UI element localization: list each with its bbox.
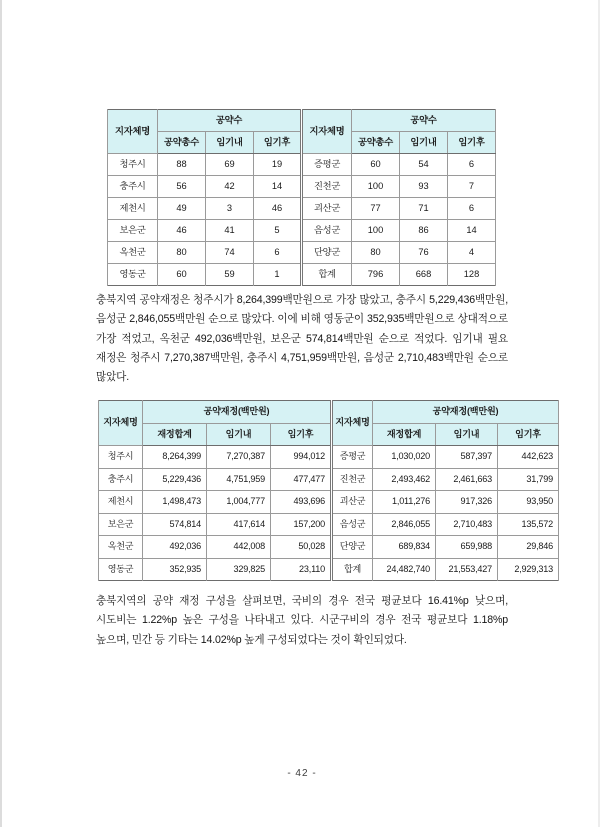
cell-value: 5 — [254, 220, 302, 242]
table-row — [99, 558, 559, 581]
row-entity-name: 충주시 — [99, 468, 143, 491]
cell-value: 100 — [352, 176, 400, 198]
row-entity-name: 제천시 — [99, 491, 143, 514]
cell-value: 46 — [254, 198, 302, 220]
cell-value: 31,799 — [498, 468, 559, 491]
page-number: - 42 - — [287, 768, 317, 779]
col-header-sum-2: 재정합계 — [373, 423, 436, 446]
col-header-group-left: 공약재정(백만원) — [143, 401, 332, 424]
row-entity-name: 청주시 — [108, 154, 158, 176]
table-row — [108, 154, 496, 176]
col-header-interm-2: 임기내 — [436, 423, 498, 446]
row-entity-name: 합계 — [332, 558, 373, 581]
cell-value: 6 — [448, 154, 496, 176]
cell-value: 71 — [400, 198, 448, 220]
cell-value: 19 — [254, 154, 302, 176]
cell-value: 59 — [206, 264, 254, 286]
cell-value: 54 — [400, 154, 448, 176]
cell-value: 587,397 — [436, 446, 498, 469]
row-entity-name: 보은군 — [108, 220, 158, 242]
table-header — [108, 110, 496, 154]
col-header-interm-2: 임기내 — [400, 132, 448, 154]
cell-value: 93 — [400, 176, 448, 198]
cell-value: 4 — [448, 242, 496, 264]
col-header-sum: 재정합계 — [143, 423, 207, 446]
row-entity-name: 괴산군 — [332, 491, 373, 514]
cell-value: 2,846,055 — [373, 513, 436, 536]
cell-value: 80 — [352, 242, 400, 264]
cell-value: 574,814 — [143, 513, 207, 536]
table-row — [99, 491, 559, 514]
cell-value: 86 — [400, 220, 448, 242]
col-header-entity-right: 지자체명 — [332, 401, 373, 446]
col-header-group-right: 공약재정(백만원) — [373, 401, 559, 424]
table-header-row-sub — [99, 423, 559, 446]
col-header-total: 공약총수 — [158, 132, 206, 154]
paragraph-composition-summary: 충북지역의 공약 재정 구성을 살펴보면, 국비의 경우 전국 평균보다 16.41%p 낮으며, 시도비는 1.22%p 높은 구성을 나타내고 있다. 시군구비의 경우 전국 평균보다 1.18%p 높으며, 민간 등 기타는 14.02%p 높게 구성되었다는 것이 확인되었다. — [96, 595, 508, 646]
table-header — [99, 401, 559, 446]
table-body — [99, 446, 559, 581]
row-entity-name: 청주시 — [99, 446, 143, 469]
cell-value: 477,477 — [271, 468, 332, 491]
cell-value: 21,553,427 — [436, 558, 498, 581]
table-row — [108, 220, 496, 242]
cell-value: 60 — [352, 154, 400, 176]
cell-value: 69 — [206, 154, 254, 176]
row-entity-name: 충주시 — [108, 176, 158, 198]
cell-value: 1,004,777 — [207, 491, 271, 514]
table-row — [99, 536, 559, 559]
row-entity-name: 음성군 — [302, 220, 352, 242]
col-header-entity-left: 지자체명 — [99, 401, 143, 446]
row-entity-name: 합계 — [302, 264, 352, 286]
row-entity-name: 영동군 — [99, 558, 143, 581]
row-entity-name: 진천군 — [332, 468, 373, 491]
cell-value: 50,028 — [271, 536, 332, 559]
cell-value: 80 — [158, 242, 206, 264]
cell-value: 668 — [400, 264, 448, 286]
cell-value: 6 — [254, 242, 302, 264]
table-header-row-group — [99, 401, 559, 424]
col-header-postterm-2: 임기후 — [448, 132, 496, 154]
table-header-row-group — [108, 110, 496, 132]
cell-value: 2,710,483 — [436, 513, 498, 536]
paragraph-budget-summary: 충북지역 공약재정은 청주시가 8,264,399백만원으로 가장 많았고, 충주시 5,229,436백만원, 음성군 2,846,055백만원 순으로 많았다. 이에 비해 영동군이 352,935백만원으로 상대적으로 가장 적었고, 옥천군 492,036백만원, 보은군 574,814백만원 순으로 적었다. 임기내 필요 재정은 청주시 7,270,387백만원, 충주시 4,751,959백만원, 음성군 2,710,483백만원 순으로 많았다. — [96, 294, 508, 384]
cell-value: 128 — [448, 264, 496, 286]
cell-value: 1,011,276 — [373, 491, 436, 514]
cell-value: 56 — [158, 176, 206, 198]
row-entity-name: 진천군 — [302, 176, 352, 198]
cell-value: 329,825 — [207, 558, 271, 581]
cell-value: 917,326 — [436, 491, 498, 514]
table-row — [99, 446, 559, 469]
cell-value: 7 — [448, 176, 496, 198]
table-row — [99, 468, 559, 491]
cell-value: 74 — [206, 242, 254, 264]
col-header-entity-right: 지자체명 — [302, 110, 352, 154]
cell-value: 2,929,313 — [498, 558, 559, 581]
promise-budget-table — [98, 400, 559, 581]
cell-value: 1 — [254, 264, 302, 286]
table-row — [108, 242, 496, 264]
cell-value: 7,270,387 — [207, 446, 271, 469]
cell-value: 14 — [448, 220, 496, 242]
cell-value: 100 — [352, 220, 400, 242]
promise-count-table-wrap — [107, 109, 496, 286]
cell-value: 41 — [206, 220, 254, 242]
cell-value: 492,036 — [143, 536, 207, 559]
table-row — [108, 198, 496, 220]
row-entity-name: 증평군 — [332, 446, 373, 469]
table-row — [108, 264, 496, 286]
cell-value: 23,110 — [271, 558, 332, 581]
col-header-postterm: 임기후 — [271, 423, 332, 446]
col-header-group-left: 공약수 — [158, 110, 302, 132]
cell-value: 93,950 — [498, 491, 559, 514]
cell-value: 135,572 — [498, 513, 559, 536]
cell-value: 3 — [206, 198, 254, 220]
cell-value: 49 — [158, 198, 206, 220]
cell-value: 46 — [158, 220, 206, 242]
row-entity-name: 옥천군 — [99, 536, 143, 559]
row-entity-name: 단양군 — [302, 242, 352, 264]
cell-value: 60 — [158, 264, 206, 286]
col-header-total-2: 공약총수 — [352, 132, 400, 154]
row-entity-name: 제천시 — [108, 198, 158, 220]
table-row — [99, 513, 559, 536]
cell-value: 659,988 — [436, 536, 498, 559]
table-body — [108, 154, 496, 286]
table-row — [108, 176, 496, 198]
cell-value: 5,229,436 — [143, 468, 207, 491]
cell-value: 4,751,959 — [207, 468, 271, 491]
cell-value: 417,614 — [207, 513, 271, 536]
cell-value: 1,498,473 — [143, 491, 207, 514]
col-header-group-right: 공약수 — [352, 110, 496, 132]
cell-value: 77 — [352, 198, 400, 220]
row-entity-name: 괴산군 — [302, 198, 352, 220]
row-entity-name: 옥천군 — [108, 242, 158, 264]
promise-budget-table-wrap — [98, 400, 559, 581]
row-entity-name: 보은군 — [99, 513, 143, 536]
cell-value: 6 — [448, 198, 496, 220]
col-header-postterm-2: 임기후 — [498, 423, 559, 446]
cell-value: 14 — [254, 176, 302, 198]
cell-value: 42 — [206, 176, 254, 198]
cell-value: 157,200 — [271, 513, 332, 536]
promise-count-table — [107, 109, 496, 286]
row-entity-name: 영동군 — [108, 264, 158, 286]
cell-value: 442,008 — [207, 536, 271, 559]
cell-value: 1,030,020 — [373, 446, 436, 469]
col-header-postterm: 임기후 — [254, 132, 302, 154]
cell-value: 2,461,663 — [436, 468, 498, 491]
cell-value: 76 — [400, 242, 448, 264]
cell-value: 352,935 — [143, 558, 207, 581]
cell-value: 689,834 — [373, 536, 436, 559]
cell-value: 24,482,740 — [373, 558, 436, 581]
cell-value: 29,846 — [498, 536, 559, 559]
cell-value: 994,012 — [271, 446, 332, 469]
cell-value: 88 — [158, 154, 206, 176]
cell-value: 493,696 — [271, 491, 332, 514]
row-entity-name: 단양군 — [332, 536, 373, 559]
cell-value: 8,264,399 — [143, 446, 207, 469]
col-header-interm: 임기내 — [207, 423, 271, 446]
cell-value: 796 — [352, 264, 400, 286]
cell-value: 442,623 — [498, 446, 559, 469]
col-header-entity-left: 지자체명 — [108, 110, 158, 154]
row-entity-name: 음성군 — [332, 513, 373, 536]
row-entity-name: 증평군 — [302, 154, 352, 176]
col-header-interm: 임기내 — [206, 132, 254, 154]
cell-value: 2,493,462 — [373, 468, 436, 491]
